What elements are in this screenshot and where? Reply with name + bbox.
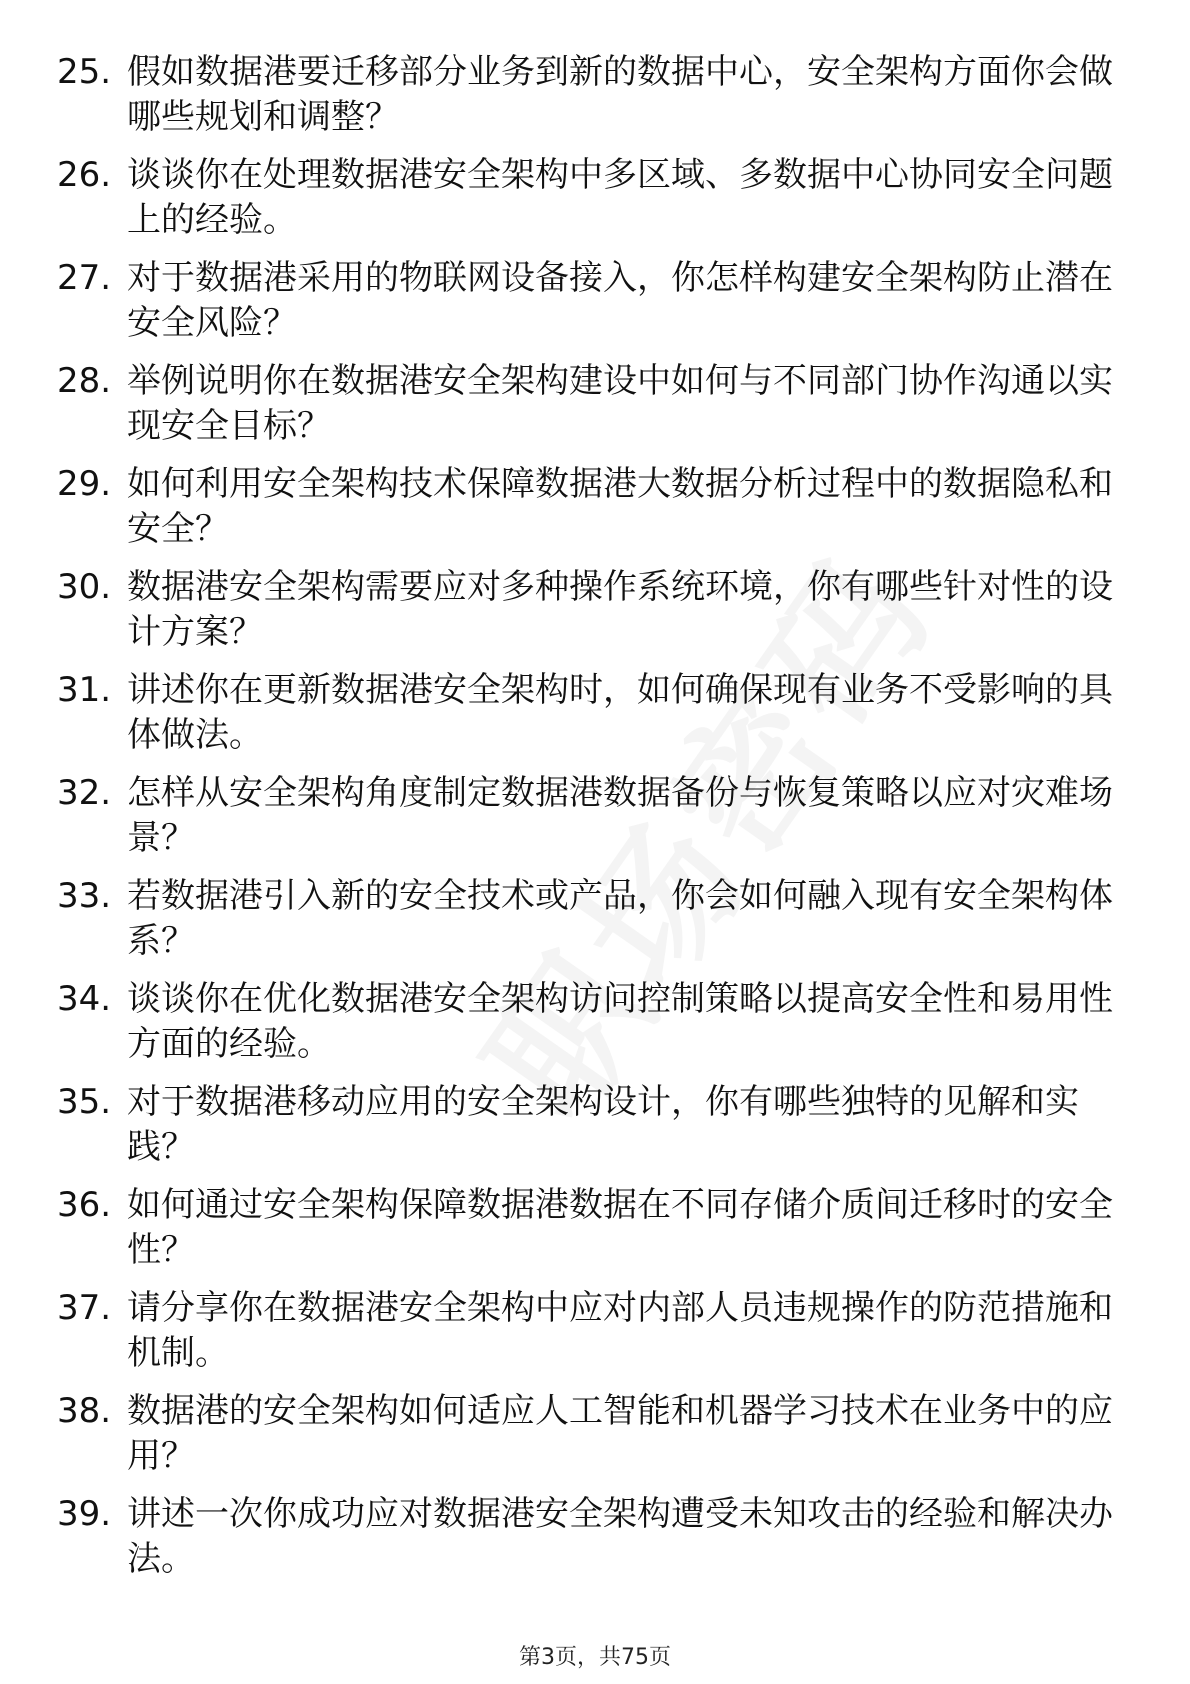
question-item <box>0 1080 1190 1183</box>
question-item <box>0 1492 1190 1595</box>
question-text: 请分享你在数据港安全架构中应对内部人员违规操作的防范措施和机制。 <box>127 1288 1113 1373</box>
question-number: 33. <box>57 876 112 916</box>
question-text: 怎样从安全架构角度制定数据港数据备份与恢复策略以应对灾难场景？ <box>127 773 1113 858</box>
question-number: 39. <box>57 1494 112 1534</box>
question-number: 28. <box>57 361 112 401</box>
question-text: 如何利用安全架构技术保障数据港大数据分析过程中的数据隐私和安全？ <box>127 464 1113 549</box>
question-item <box>0 462 1190 565</box>
question-number: 32. <box>57 773 112 813</box>
question-item <box>0 668 1190 771</box>
question-number: 25. <box>57 52 112 92</box>
question-item <box>0 1286 1190 1389</box>
question-number: 31. <box>57 670 112 710</box>
question-text: 举例说明你在数据港安全架构建设中如何与不同部门协作沟通以实现安全目标？ <box>127 361 1113 446</box>
question-text: 谈谈你在处理数据港安全架构中多区域、多数据中心协同安全问题上的经验。 <box>127 155 1113 240</box>
question-number: 36. <box>57 1185 112 1225</box>
question-number: 37. <box>57 1288 112 1328</box>
question-item <box>0 153 1190 256</box>
question-item <box>0 359 1190 462</box>
question-text: 若数据港引入新的安全技术或产品，你会如何融入现有安全架构体系？ <box>127 876 1113 961</box>
question-number: 26. <box>57 155 112 195</box>
question-item <box>0 565 1190 668</box>
question-text: 数据港安全架构需要应对多种操作系统环境，你有哪些针对性的设计方案？ <box>127 567 1113 652</box>
question-item <box>0 771 1190 874</box>
question-list <box>0 50 1190 1595</box>
question-item <box>0 50 1190 153</box>
question-item <box>0 1183 1190 1286</box>
question-number: 30. <box>57 567 112 607</box>
question-number: 27. <box>57 258 112 298</box>
question-text: 讲述一次你成功应对数据港安全架构遭受未知攻击的经验和解决办法。 <box>127 1494 1113 1579</box>
page-footer: 第3页，共75页 <box>519 1645 671 1670</box>
question-item <box>0 977 1190 1080</box>
question-number: 38. <box>57 1391 112 1431</box>
question-item <box>0 256 1190 359</box>
question-text: 讲述你在更新数据港安全架构时，如何确保现有业务不受影响的具体做法。 <box>127 670 1113 755</box>
question-text: 对于数据港采用的物联网设备接入，你怎样构建安全架构防止潜在安全风险？ <box>127 258 1113 343</box>
question-text: 如何通过安全架构保障数据港数据在不同存储介质间迁移时的安全性？ <box>127 1185 1113 1270</box>
question-number: 29. <box>57 464 112 504</box>
question-item <box>0 1389 1190 1492</box>
question-number: 35. <box>57 1082 112 1122</box>
question-number: 34. <box>57 979 112 1019</box>
question-text: 对于数据港移动应用的安全架构设计，你有哪些独特的见解和实践？ <box>127 1082 1079 1167</box>
question-text: 谈谈你在优化数据港安全架构访问控制策略以提高安全性和易用性方面的经验。 <box>127 979 1113 1064</box>
question-text: 数据港的安全架构如何适应人工智能和机器学习技术在业务中的应用？ <box>127 1391 1113 1476</box>
question-item <box>0 874 1190 977</box>
question-text: 假如数据港要迁移部分业务到新的数据中心，安全架构方面你会做哪些规划和调整？ <box>127 52 1113 137</box>
